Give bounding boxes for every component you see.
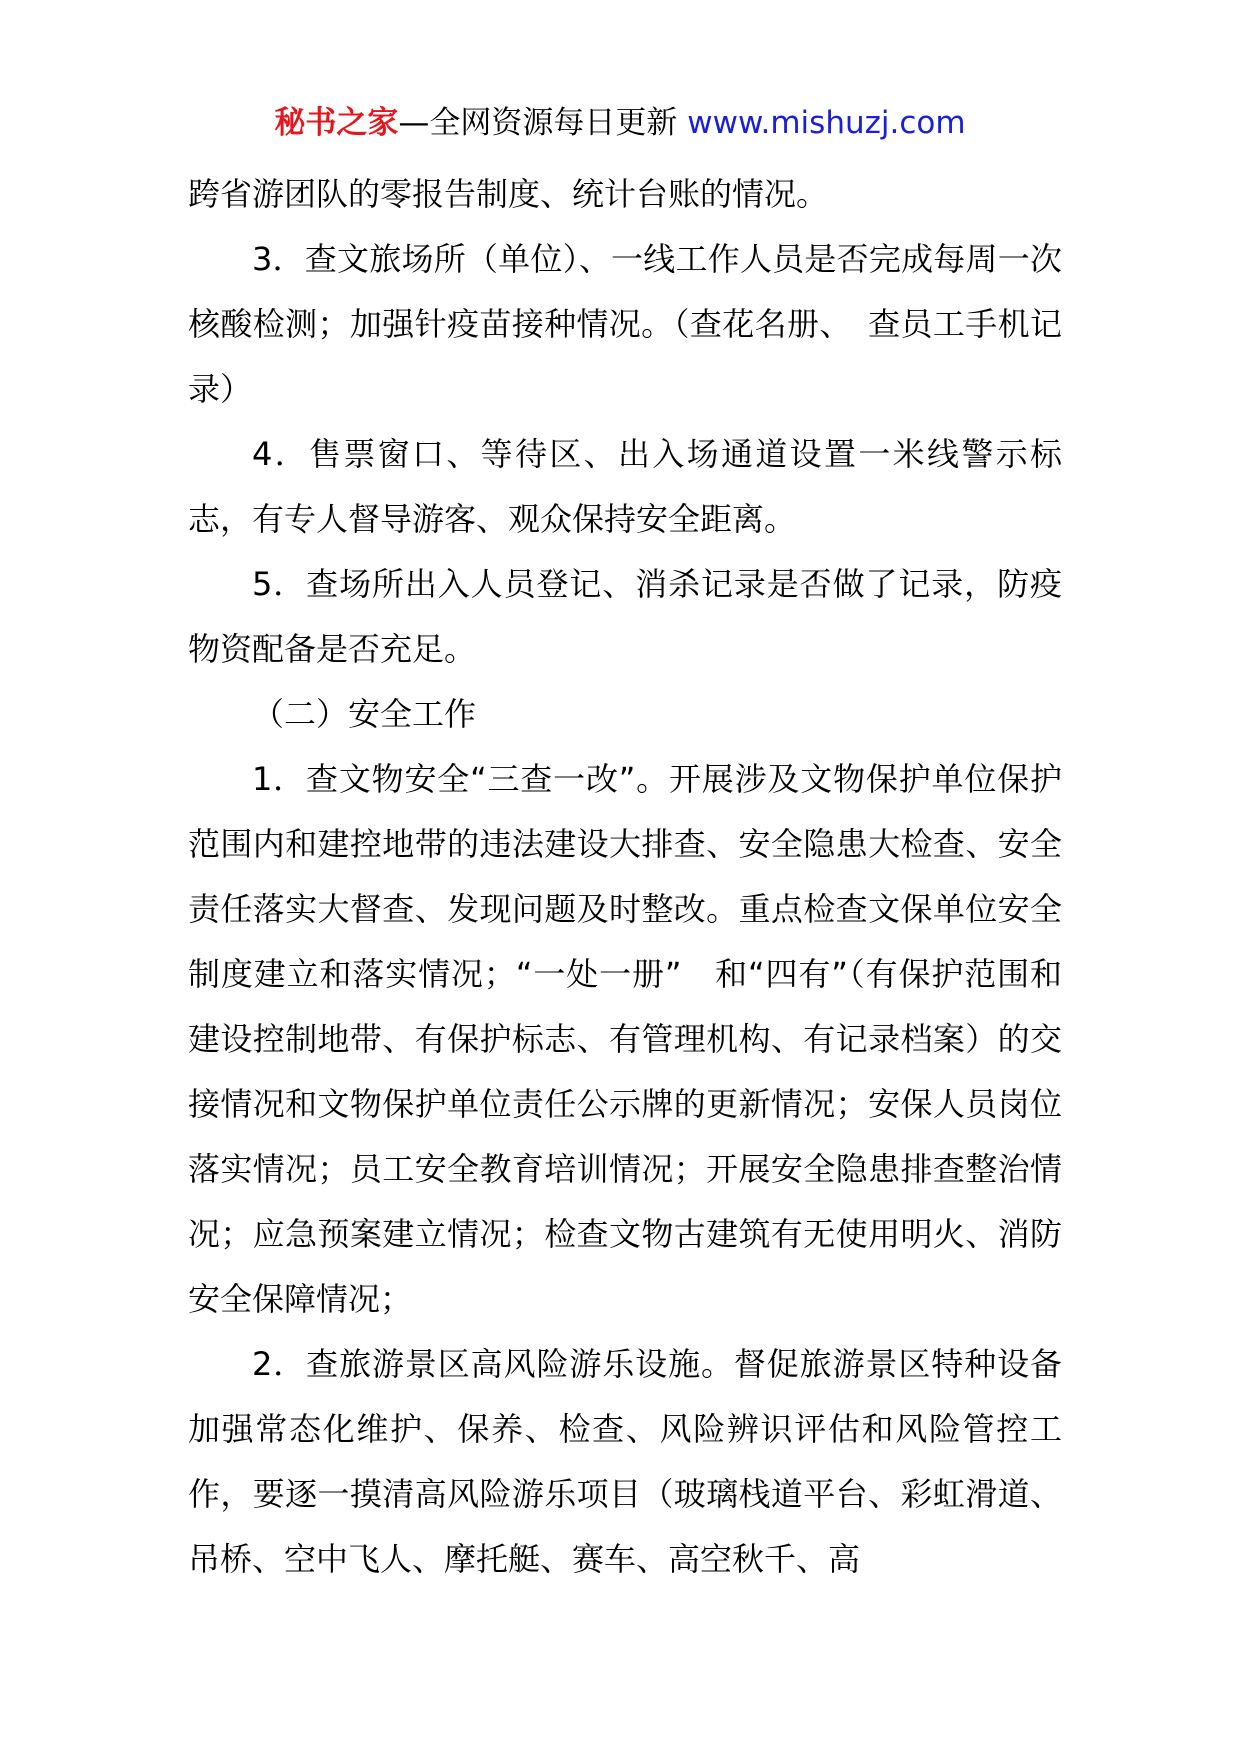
paragraph-safety-item-1: 1．查文物安全“三查一改”。开展涉及文物保护单位保护范围内和建控地带的违法建设大排查、安全隐患大检查、安全责任落实大督查、发现问题及时整改。重点检查文保单位安全制度建立和落实情况；“一处一册” 和“四有”（有保护范围和建设控制地带、有保护标志、有管理机构、有记录档案）的交接情况和文物保护单位责任公示牌的更新情况；安保人员岗位落实情况；员工安全教育培训情况；开展安全隐患排查整治情况；应急预案建立情况；检查文物古建筑有无使用明火、消防安全保障情况； xyxy=(188,760,1062,1318)
document-body xyxy=(188,162,1062,1592)
site-url-link[interactable]: www.mishuzj.com xyxy=(687,105,966,141)
brand-name: 秘书之家 xyxy=(274,105,399,141)
section-heading-safety: （二）安全工作 xyxy=(252,695,477,733)
page-header xyxy=(0,100,1240,146)
paragraph-safety-item-2: 2．查旅游景区高风险游乐设施。督促旅游景区特种设备加强常态化维护、保养、检查、风险辨识评估和风险管控工作，要逐一摸清高风险游乐项目（玻璃栈道平台、彩虹滑道、吊桥、空中飞人、摩托艇、赛车、高空秋千、高 xyxy=(188,1345,1062,1578)
paragraph-continuation: 跨省游团队的零报告制度、统计台账的情况。 xyxy=(188,175,829,213)
paragraph-item-4: 4．售票窗口、等待区、出入场通道设置一米线警示标志，有专人督导游客、观众保持安全距离。 xyxy=(188,435,1062,538)
header-tagline: —全网资源每日更新 xyxy=(398,105,678,141)
paragraph-item-5: 5．查场所出入人员登记、消杀记录是否做了记录，防疫物资配备是否充足。 xyxy=(188,565,1062,668)
paragraph-item-3: 3．查文旅场所（单位）、一线工作人员是否完成每周一次核酸检测；加强针疫苗接种情况。（查花名册、 查员工手机记录） xyxy=(188,240,1062,408)
